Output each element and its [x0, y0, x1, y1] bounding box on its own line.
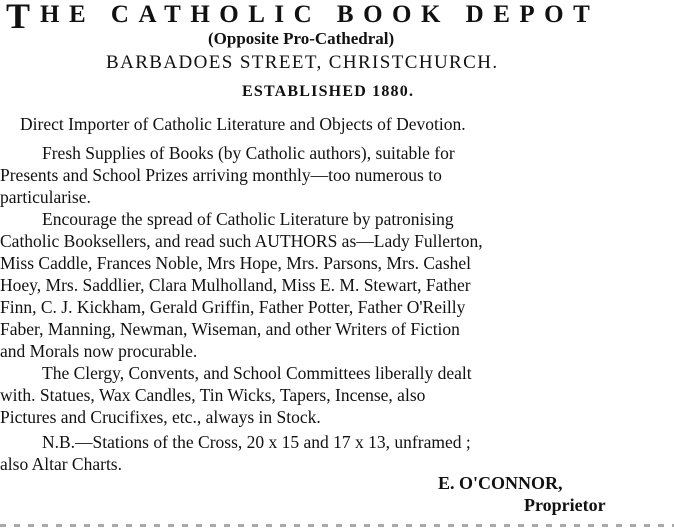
- proprietor-name: E. O'CONNOR,: [438, 473, 563, 493]
- proprietor-title: Proprietor: [524, 495, 606, 515]
- subtitle: (Opposite Pro-Cathedral): [208, 29, 395, 48]
- body-line: particularise.: [0, 187, 91, 207]
- body-line: Faber, Manning, Newman, Wiseman, and other Writers of Fiction: [0, 319, 460, 339]
- body-line: Pictures and Crucifixes, etc., always in Stock.: [0, 407, 321, 427]
- body-line: Miss Caddle, Frances Noble, Mrs Hope, Mrs. Parsons, Mrs. Cashel: [0, 253, 472, 273]
- body-line: Fresh Supplies of Books (by Catholic authors), suitable for: [42, 143, 455, 163]
- importer-line: Direct Importer of Catholic Literature and Objects of Devotion.: [20, 114, 466, 134]
- body-line: Hoey, Mrs. Saddlier, Clara Mulholland, Miss E. M. Stewart, Father: [0, 275, 471, 295]
- body-line: Finn, C. J. Kickham, Gerald Griffin, Father Potter, Father O'Reilly: [0, 297, 466, 317]
- body-line: The Clergy, Convents, and School Committees liberally dealt: [42, 363, 472, 383]
- body-line: Catholic Booksellers, and read such AUTHORS as—Lady Fullerton,: [0, 231, 483, 251]
- established-line: ESTABLISHED 1880.: [242, 83, 415, 100]
- body-line: also Altar Charts.: [0, 454, 122, 474]
- body-line: Presents and School Prizes arriving monthly—too numerous to: [0, 165, 442, 185]
- body-line: with. Statues, Wax Candles, Tin Wicks, Tapers, Incense, also: [0, 385, 426, 405]
- body-line: Encourage the spread of Catholic Literature by patronising: [42, 209, 454, 229]
- body-line: and Morals now procurable.: [0, 341, 198, 361]
- headline-initial: T: [6, 0, 31, 36]
- cut-line: [0, 524, 674, 527]
- body-line: N.B.—Stations of the Cross, 20 x 15 and 17 x 13, unframed ;: [42, 432, 471, 452]
- headline-rest: HE CATHOLIC BOOK DEPOT: [40, 1, 600, 28]
- address: BARBADOES STREET, CHRISTCHURCH.: [106, 52, 499, 73]
